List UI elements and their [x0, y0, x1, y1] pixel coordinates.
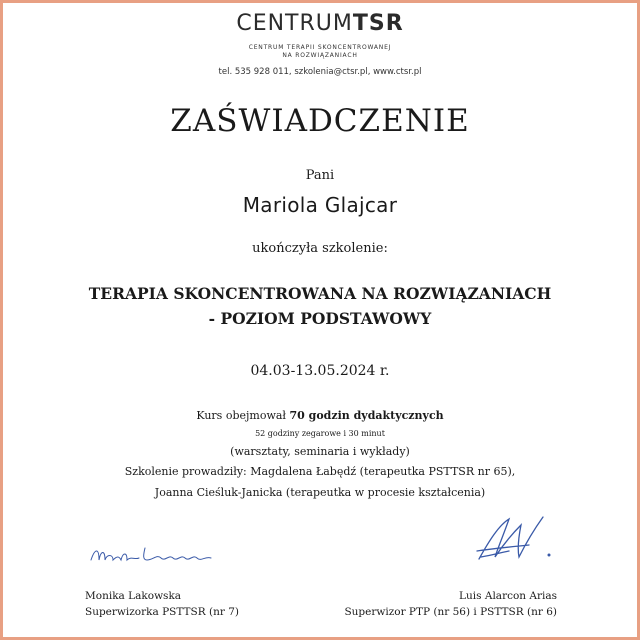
document-title: ZAŚWIADCZENIE [170, 103, 470, 139]
signature-right-role: Superwizor PTP (nr 56) i PSTTSR (nr 6) [344, 606, 557, 618]
signature-left-role: Superwizorka PSTTSR (nr 7) [85, 606, 239, 618]
logo-subtitle-line2: NA ROZWIĄZANIACH [282, 52, 358, 59]
salutation: Pani [305, 168, 335, 183]
signature-block-left [85, 588, 239, 620]
course-dates: 04.03-13.05.2024 r. [250, 363, 390, 379]
trainers-line1: Szkolenie prowadziły: Magdalena Łabędź (terapeutka PSTTSR nr 65), [124, 465, 516, 478]
signature-left-image [87, 538, 217, 568]
recipient-name: Mariola Glajcar [242, 193, 398, 217]
logo [3, 11, 637, 36]
signature-right-image [469, 511, 559, 567]
course-title-line2: - POZIOM PODSTAWOWY [208, 309, 432, 328]
signature-left-name: Monika Lakowska [85, 590, 182, 602]
completed-text: ukończyła szkolenie: [252, 241, 388, 256]
trainers-line2: Joanna Cieśluk-Janicka (terapeutka w procesie kształcenia) [154, 486, 486, 499]
hours-prefix: Kurs obejmował [196, 409, 290, 422]
signature-block-right [344, 588, 557, 620]
logo-subtitle [3, 44, 637, 60]
hours-bold: 70 godzin dydaktycznych [289, 409, 444, 422]
contact-info: tel. 535 928 011, szkolenia@ctsr.pl, www.ctsr.pl [218, 67, 422, 77]
course-hours [3, 409, 637, 422]
logo-text-light: CENTRUM [236, 11, 353, 36]
logo-subtitle-line1: CENTRUM TERAPII SKONCENTROWANEJ [248, 44, 392, 51]
clock-hours: 52 godziny zegarowe i 30 minut [255, 429, 385, 438]
logo-text-bold: TSR [352, 11, 404, 36]
course-title-line1: TERAPIA SKONCENTROWANA NA ROZWIĄZANIACH [88, 284, 552, 303]
course-format: (warsztaty, seminaria i wykłady) [230, 445, 410, 458]
signature-right-name: Luis Alarcon Arias [459, 590, 557, 602]
